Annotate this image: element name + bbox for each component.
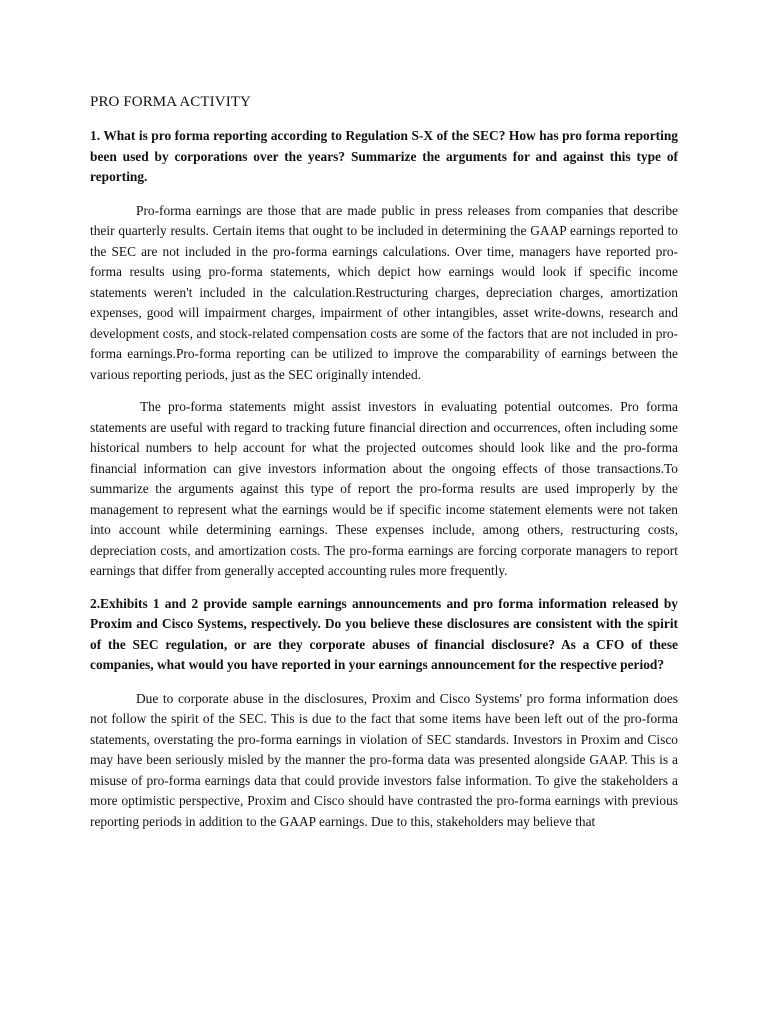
question-2: 2.Exhibits 1 and 2 provide sample earnings announcements and pro forma information released by Proxim and Cisco Systems, respectively. Do you believe these disclosures are consistent with the spirit of the SEC regulation, or are they corporate abuses of financial disclosure? As a CFO of these companies, what would you have reported in your earnings announcement for the respective period? xyxy=(90,595,678,672)
answer-1-paragraph-1: Pro-forma earnings are those that are made public in press releases from companies that describe their quarterly results. Certain items that ought to be included in determining the GAAP earnings reported to the SEC are not included in the pro-forma earnings calculations. Over time, managers have reported pro-forma results using pro-forma statements, which depict how earnings would look if specific income statements weren't included in the calculation.Restructuring charges, depreciation charges, amortization expenses, good will impairment charges, impairment of other intangibles, asset write-downs, research and development costs, and stock-related compensation costs are some of the factors that are not included in pro-forma earnings.Pro-forma reporting can be utilized to improve the comparability of earnings between the various reporting periods, just as the SEC originally intended. xyxy=(90,202,678,382)
page-title: PRO FORMA ACTIVITY xyxy=(90,94,251,110)
question-1: 1. What is pro forma reporting according to Regulation S-X of the SEC? How has pro forma reporting been used by corporations over the years? Summarize the arguments for and against this type of reporting. xyxy=(90,128,678,184)
answer-1-paragraph-2: The pro-forma statements might assist investors in evaluating potential outcomes. Pro forma statements are useful with regard to tracking future financial direction and occurrences, often including some historical numbers to help account for what the projected outcomes should look like and the pro-forma financial information can give investors information about the ongoing effects of those transactions.To summarize the arguments against this type of report the pro-forma results are used improperly by the management to represent what the earnings would be if specific income statement elements were not taken into account while determining earnings. These expenses include, among others, restructuring costs, depreciation costs, and amortization costs. The pro-forma earnings are forcing corporate managers to report earnings that differ from generally accepted accounting rules more frequently. xyxy=(90,399,678,578)
document-body xyxy=(90,92,678,832)
answer-2-paragraph-1: Due to corporate abuse in the disclosures, Proxim and Cisco Systems' pro forma information does not follow the spirit of the SEC. This is due to the fact that some items have been left out of the pro-forma statements, overstating the pro-forma earnings in violation of SEC standards. Investors in Proxim and Cisco may have been seriously misled by the manner the pro-forma data was presented alongside GAAP. This is a misuse of pro-forma earnings data that could provide investors false information. To give the stakeholders a more optimistic perspective, Proxim and Cisco should have contrasted the pro-forma earnings with previous reporting periods in addition to the GAAP earnings. Due to this, stakeholders may believe that xyxy=(90,690,678,829)
